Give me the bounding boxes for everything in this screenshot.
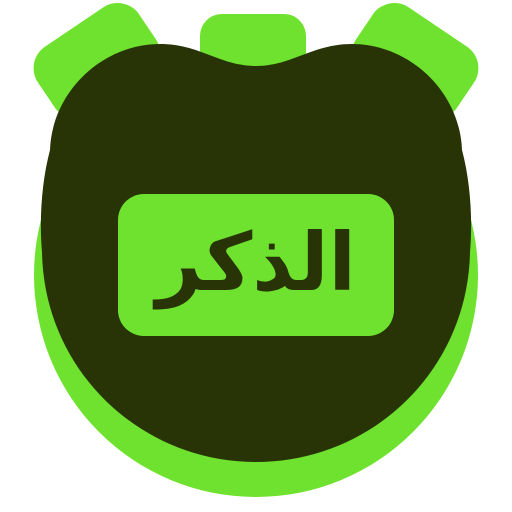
app-label-text: الذكر bbox=[156, 216, 356, 309]
label-badge bbox=[118, 194, 394, 336]
